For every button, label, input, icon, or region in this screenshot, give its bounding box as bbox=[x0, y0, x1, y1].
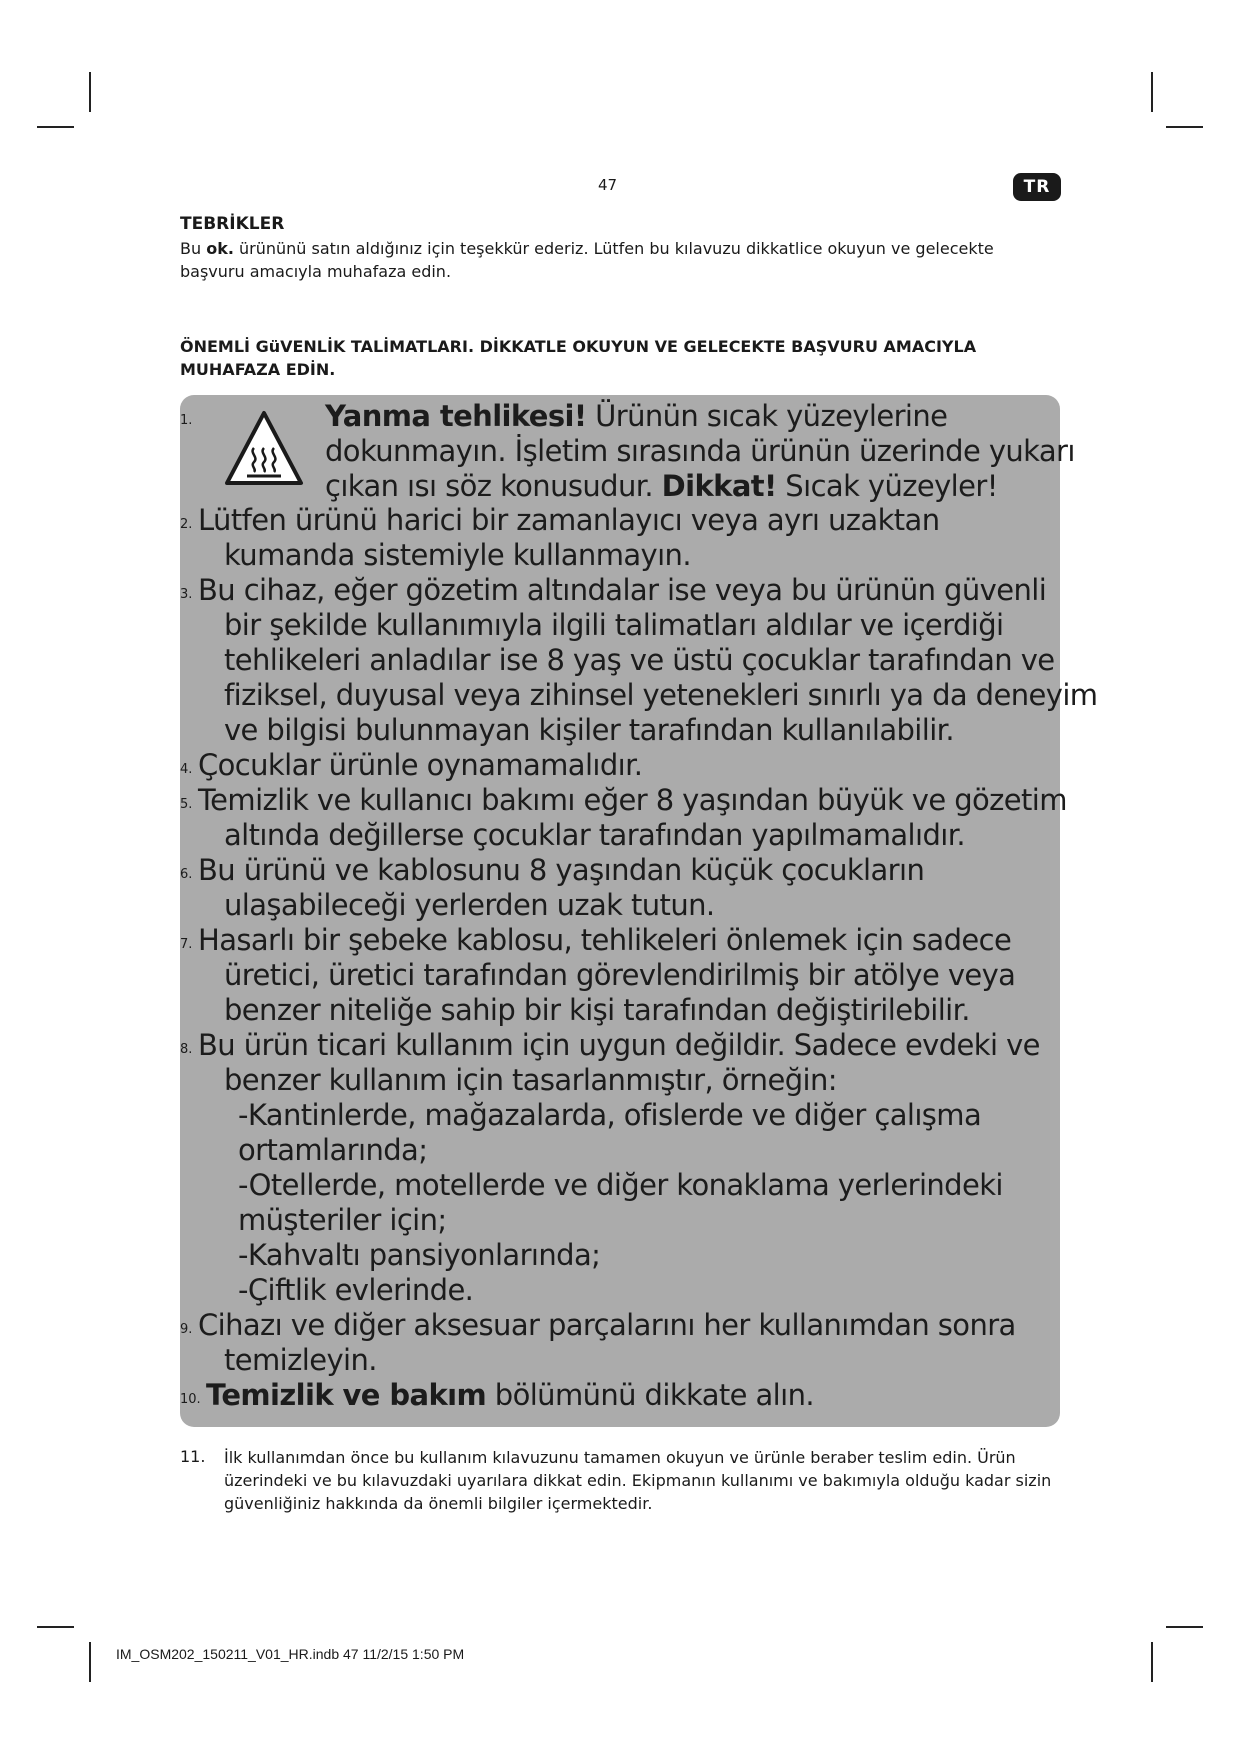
item-text: çıkan ısı söz konusudur. bbox=[325, 469, 662, 503]
item-line: Lütfen ürünü harici bir zamanlayıcı veya ayrı uzaktan bbox=[198, 503, 940, 537]
item-line: Hasarlı bir şebeke kablosu, tehlikeleri önlemek için sadece bbox=[198, 923, 1012, 957]
crop-mark bbox=[37, 126, 74, 128]
item-line: bir şekilde kullanımıyla ilgili talimatları aldılar ve içerdiği bbox=[224, 608, 1004, 642]
item-line: Bu ürün ticari kullanım için uygun değildir. Sadece evdeki ve bbox=[198, 1028, 1040, 1062]
caution-label: Dikkat! bbox=[661, 469, 777, 503]
item-line: ulaşabileceği yerlerden uzak tutun. bbox=[224, 888, 715, 922]
item-text: bölümünü dikkate alın. bbox=[486, 1378, 814, 1412]
item-number: 11. bbox=[180, 1447, 206, 1466]
item-number: 5. bbox=[180, 797, 193, 812]
crop-mark bbox=[37, 1626, 74, 1628]
item-number: 7. bbox=[180, 937, 193, 952]
item-number: 8. bbox=[180, 1042, 193, 1057]
item-line: müşteriler için; bbox=[238, 1203, 447, 1237]
burn-hazard-label: Yanma tehlikesi! bbox=[325, 399, 587, 433]
hot-surface-warning-icon bbox=[223, 408, 305, 490]
item-line bbox=[325, 399, 947, 433]
item-line: üretici, üretici tarafından görevlendirilmiş bir atölye veya bbox=[224, 958, 1016, 992]
crop-mark bbox=[89, 1642, 91, 1682]
item-number: 1. bbox=[180, 413, 193, 428]
item-line: Bu ürünü ve kablosunu 8 yaşından küçük çocukların bbox=[198, 853, 925, 887]
item-line: benzer niteliğe sahip bir kişi tarafından değiştirilebilir. bbox=[224, 993, 970, 1027]
item-line: dokunmayın. İşletim sırasında ürünün üzerinde yukarı bbox=[325, 434, 1075, 468]
item-number: 2. bbox=[180, 517, 193, 532]
item-line: kumanda sistemiyle kullanmayın. bbox=[224, 538, 691, 572]
language-badge: TR bbox=[1013, 173, 1061, 201]
item-number: 4. bbox=[180, 762, 193, 777]
item-line: ortamlarında; bbox=[238, 1133, 428, 1167]
intro-paragraph bbox=[180, 237, 1060, 283]
crop-mark bbox=[1151, 72, 1153, 112]
item-line: temizleyin. bbox=[224, 1343, 377, 1377]
item-line: Bu cihaz, eğer gözetim altındalar ise veya bu ürünün güvenli bbox=[198, 573, 1047, 607]
item-line: Temizlik ve kullanıcı bakımı eğer 8 yaşından büyük ve gözetim bbox=[198, 783, 1067, 817]
item-line: -Çiftlik evlerinde. bbox=[238, 1273, 474, 1307]
item-line: altında değillerse çocuklar tarafından yapılmamalıdır. bbox=[224, 818, 965, 852]
crop-mark bbox=[1166, 1626, 1203, 1628]
safety-heading: ÖNEMLİ GüVENLİK TALİMATLARI. DİKKATLE OKUYUN VE GELECEKTE BAŞVURU AMACIYLA MUHAFAZA EDİN. bbox=[180, 337, 977, 379]
item-text: Ürünün sıcak yüzeylerine bbox=[586, 399, 948, 433]
item-line: -Kantinlerde, mağazalarda, ofislerde ve diğer çalışma bbox=[238, 1098, 982, 1132]
item-line: ve bilgisi bulunmayan kişiler tarafından kullanılabilir. bbox=[224, 713, 954, 747]
item-line: tehlikeleri anladılar ise 8 yaş ve üstü çocuklar tarafından ve bbox=[224, 643, 1055, 677]
crop-mark bbox=[1166, 126, 1203, 128]
print-slug-footer: IM_OSM202_150211_V01_HR.indb 47 11/2/15 1:50 PM bbox=[116, 1646, 465, 1662]
item-text: Sıcak yüzeyler! bbox=[776, 469, 998, 503]
item-line: benzer kullanım için tasarlanmıştır, örneğin: bbox=[224, 1063, 837, 1097]
intro-text: Bu bbox=[180, 239, 207, 258]
page-number: 47 bbox=[598, 176, 618, 194]
item-line bbox=[325, 469, 998, 503]
item-number: 10. bbox=[180, 1392, 201, 1407]
item-number: 3. bbox=[180, 587, 193, 602]
item-line bbox=[206, 1378, 814, 1412]
crop-mark bbox=[89, 72, 91, 112]
item-line: Cihazı ve diğer aksesuar parçalarını her kullanımdan sonra bbox=[198, 1308, 1016, 1342]
crop-mark bbox=[1151, 1642, 1153, 1682]
item-line: -Kahvaltı pansiyonlarında; bbox=[238, 1238, 601, 1272]
intro-text: ürününü satın aldığınız için teşekkür ederiz. Lütfen bu kılavuzu dikkatlice okuyun ve gelecekte başvuru amacıyla muhafaza edin. bbox=[180, 239, 994, 281]
item-number: 9. bbox=[180, 1322, 193, 1337]
item-line: Çocuklar ürünle oynamamalıdır. bbox=[198, 748, 643, 782]
item-line: -Otellerde, motellerde ve diğer konaklama yerlerindeki bbox=[238, 1168, 1003, 1202]
item-11-text: İlk kullanımdan önce bu kullanım kılavuzunu tamamen okuyun ve ürünle beraber teslim edin. Ürün üzerindeki ve bu kılavuzdaki uyarılara dikkat edin. Ekipmanın kullanımı ve bakımıyla olduğu kadar sizin güvenliğiniz hakkında da önemli bilgiler içermektedir. bbox=[224, 1448, 1052, 1513]
item-line: fiziksel, duyusal veya zihinsel yetenekleri sınırlı ya da deneyim bbox=[224, 678, 1098, 712]
brand-name: ok. bbox=[206, 239, 234, 258]
item-number: 6. bbox=[180, 867, 193, 882]
congrats-title: TEBRİKLER bbox=[180, 214, 285, 234]
cleaning-section-label: Temizlik ve bakım bbox=[206, 1378, 487, 1412]
